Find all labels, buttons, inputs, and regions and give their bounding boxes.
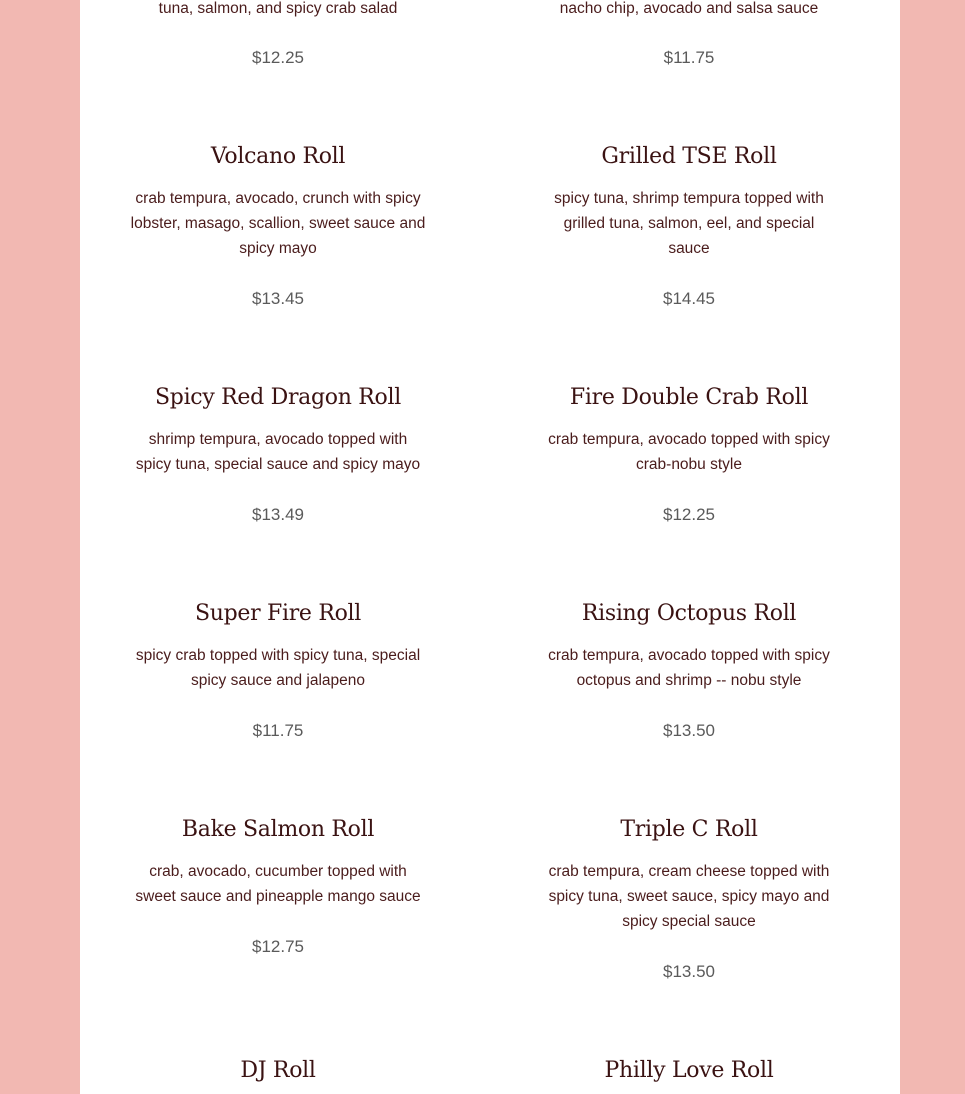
menu-item-grilled-tse-roll [539,143,839,171]
item-name: DJ Roll [240,1058,316,1083]
menu-item-price [539,47,839,69]
menu-item-price [128,504,428,526]
menu-item-price [128,288,428,310]
item-name: Grilled TSE Roll [601,144,777,169]
item-price: $12.25 [252,48,304,67]
menu-item-desc [128,643,428,693]
item-description: crab tempura, avocado, crunch with spicy lobster, masago, scallion, sweet sauce and spicy mayo [130,190,426,257]
item-name: Philly Love Roll [604,1058,774,1083]
menu-item-fire-double-crab-roll [539,384,839,412]
item-name: Volcano Roll [210,144,346,169]
item-description: crab, avocado, cucumber topped with sweet sauce and pineapple mango sauce [135,863,421,905]
item-description: nacho chip, avocado and salsa sauce [559,0,819,17]
item-description: spicy tuna, shrimp tempura topped with grilled tuna, salmon, eel, and special sauce [554,190,824,257]
item-name: Spicy Red Dragon Roll [155,385,401,410]
menu-item-price [539,961,839,983]
menu-item-price [128,720,428,742]
item-price: $11.75 [252,721,304,740]
menu-item-price [539,288,839,310]
menu-item-desc [128,0,428,21]
menu-item-desc [539,859,839,934]
menu-item-price [128,936,428,958]
menu-item-super-fire-roll [128,600,428,628]
menu-item-price [539,504,839,526]
item-price: $12.25 [663,505,715,524]
menu-item-spicy-red-dragon-roll [128,384,428,412]
menu-item-desc [128,427,428,477]
menu-item-desc [539,0,839,21]
menu-item-volcano-roll [128,143,428,171]
item-description: tuna, salmon, and spicy crab salad [158,0,398,17]
item-description: spicy crab topped with spicy tuna, special spicy sauce and jalapeno [135,647,421,689]
menu-item-dj-roll [128,1057,428,1085]
item-description: crab tempura, avocado topped with spicy octopus and shrimp -- nobu style [548,647,830,689]
menu-item-bake-salmon-roll [128,816,428,844]
item-price: $14.45 [663,289,715,308]
item-description: crab tempura, cream cheese topped with spicy tuna, sweet sauce, spicy mayo and spicy special sauce [548,863,830,930]
menu-item-rising-octopus-roll [539,600,839,628]
menu-item-desc [539,427,839,477]
menu-item-price [128,47,428,69]
item-name: Rising Octopus Roll [581,601,797,626]
menu-item-desc [539,643,839,693]
item-price: $13.45 [252,289,304,308]
item-price: $13.50 [663,962,715,981]
menu-item-desc [128,859,428,909]
item-price: $13.50 [663,721,715,740]
menu-item-desc [539,186,839,261]
item-price: $11.75 [663,48,715,67]
item-name: Super Fire Roll [194,601,362,626]
menu-item-triple-c-roll [539,816,839,844]
menu-item-desc [128,186,428,261]
item-description: crab tempura, avocado topped with spicy crab-nobu style [548,431,830,473]
item-price: $13.49 [252,505,304,524]
menu-item-philly-love-roll [539,1057,839,1085]
item-name: Fire Double Crab Roll [569,385,809,410]
item-name: Bake Salmon Roll [181,817,375,842]
item-price: $12.75 [252,937,304,956]
item-name: Triple C Roll [620,817,758,842]
menu-item-price [539,720,839,742]
item-description: shrimp tempura, avocado topped with spicy tuna, special sauce and spicy mayo [135,431,421,473]
